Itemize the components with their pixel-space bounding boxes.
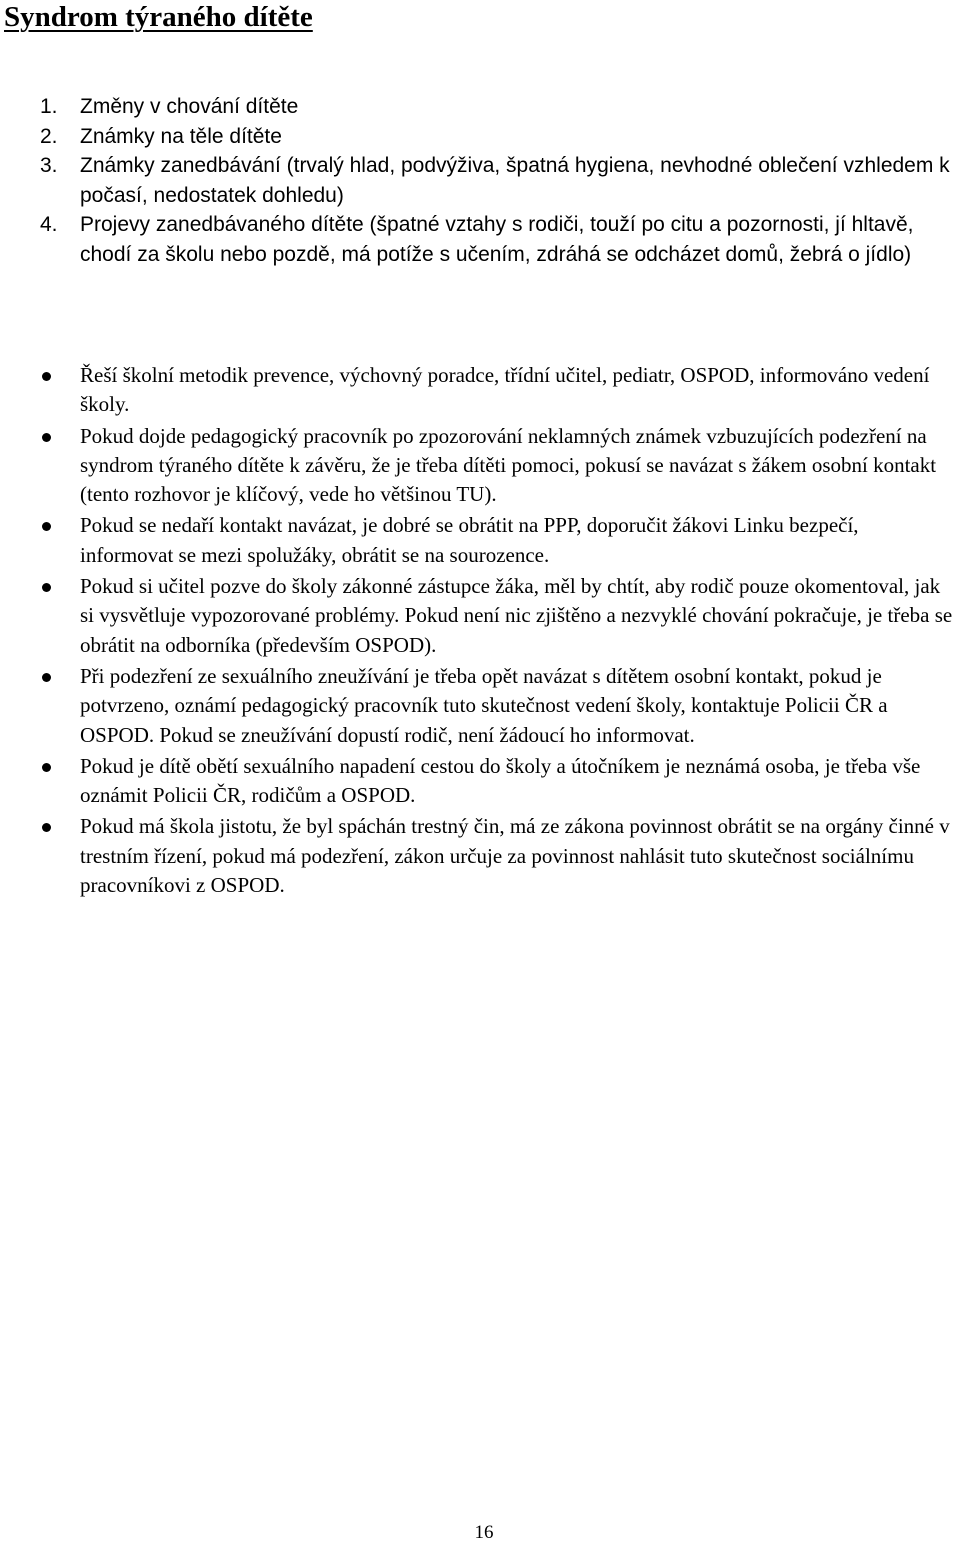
list-item-text: Řeší školní metodik prevence, výchovný poradce, třídní učitel, pediatr, OSPOD, informováno vedení školy. bbox=[80, 363, 930, 417]
list-number: 1. bbox=[40, 95, 58, 118]
numbered-list-item bbox=[0, 210, 960, 269]
list-item-text: Známky zanedbávání (trvalý hlad, podvýživa, špatná hygiena, nevhodné oblečení vzhledem k počasí, nedostatek dohledu) bbox=[80, 154, 950, 207]
bullet-icon bbox=[42, 823, 51, 832]
list-item-text: Pokud je dítě obětí sexuálního napadení cestou do školy a útočníkem je neznámá osoba, je třeba vše oznámit Policii ČR, rodičům a OSPOD. bbox=[80, 753, 921, 808]
bullet-icon bbox=[42, 522, 51, 531]
list-number: 4. bbox=[40, 213, 58, 236]
numbered-list-item bbox=[0, 151, 960, 210]
page-number: 16 bbox=[474, 1522, 494, 1543]
bullet-list-item bbox=[0, 752, 955, 811]
list-number: 2. bbox=[40, 124, 58, 148]
page-title: Syndrom týraného dítěte bbox=[4, 1, 313, 33]
bullet-list-item bbox=[0, 361, 955, 420]
bullet-icon bbox=[42, 763, 51, 772]
bullet-icon bbox=[42, 433, 51, 442]
list-item-text: Při podezření ze sexuálního zneužívání je třeba opět navázat s dítětem osobní kontakt, pokud je potvrzeno, oznámí pedagogický pracovník tuto skutečnost vedení školy, kontaktuje Policii ČR a OSPOD. Pokud se zneužívání dopustí rodič, není žádoucí ho informovat. bbox=[80, 663, 888, 747]
bullet-list-item bbox=[0, 422, 955, 510]
list-item-text: Známky na těle dítěte bbox=[80, 124, 282, 148]
bullet-list-item bbox=[0, 812, 955, 900]
bullet-icon bbox=[42, 583, 51, 592]
list-item-text: Pokud dojde pedagogický pracovník po zpozorování neklamných známek vzbuzujících podezření na syndrom týraného dítěte k závěru, že je třeba dítěti pomoci, pokusí se navázat s žákem osobní kontakt (tento rozhovor je klíčový, vede ho většinou TU). bbox=[80, 423, 937, 507]
numbered-list-item bbox=[0, 122, 960, 152]
bullet-list bbox=[0, 361, 960, 902]
list-item-text: Pokud si učitel pozve do školy zákonné zástupce žáka, měl by chtít, aby rodič pouze okomentoval, jak si vysvětluje vypozorované problémy. Pokud není nic zjištěno a nezvyklé chování pokračuje, je třeba se obrátit na odborníka (především OSPOD). bbox=[80, 574, 953, 657]
numbered-list-item bbox=[0, 92, 960, 122]
bullet-icon bbox=[42, 673, 51, 682]
bullet-list-item bbox=[0, 662, 955, 750]
list-item-text: Změny v chování dítěte bbox=[80, 95, 299, 118]
bullet-icon bbox=[42, 372, 51, 381]
list-item-text: Pokud se nedaří kontakt navázat, je dobré se obrátit na PPP, doporučit žákovi Linku bezpečí, informovat se mezi spolužáky, obrátit se na sourozence. bbox=[80, 513, 859, 567]
list-number: 3. bbox=[40, 154, 58, 177]
list-item-text: Projevy zanedbávaného dítěte (špatné vztahy s rodiči, touží po citu a pozornosti, jí hltavě, chodí za školu nebo pozdě, má potíže s učením, zdráhá se odcházet domů, žebrá o jídlo) bbox=[80, 213, 914, 266]
bullet-list-item bbox=[0, 572, 955, 660]
bullet-list-item bbox=[0, 511, 955, 570]
list-item-text: Pokud má škola jistotu, že byl spáchán trestný čin, má ze zákona povinnost obrátit se na orgány činné v trestním řízení, pokud má podezření, zákon určuje za povinnost nahlásit tuto skutečnost sociálnímu pracovníkovi z OSPOD. bbox=[80, 814, 950, 898]
numbered-list bbox=[0, 92, 960, 269]
